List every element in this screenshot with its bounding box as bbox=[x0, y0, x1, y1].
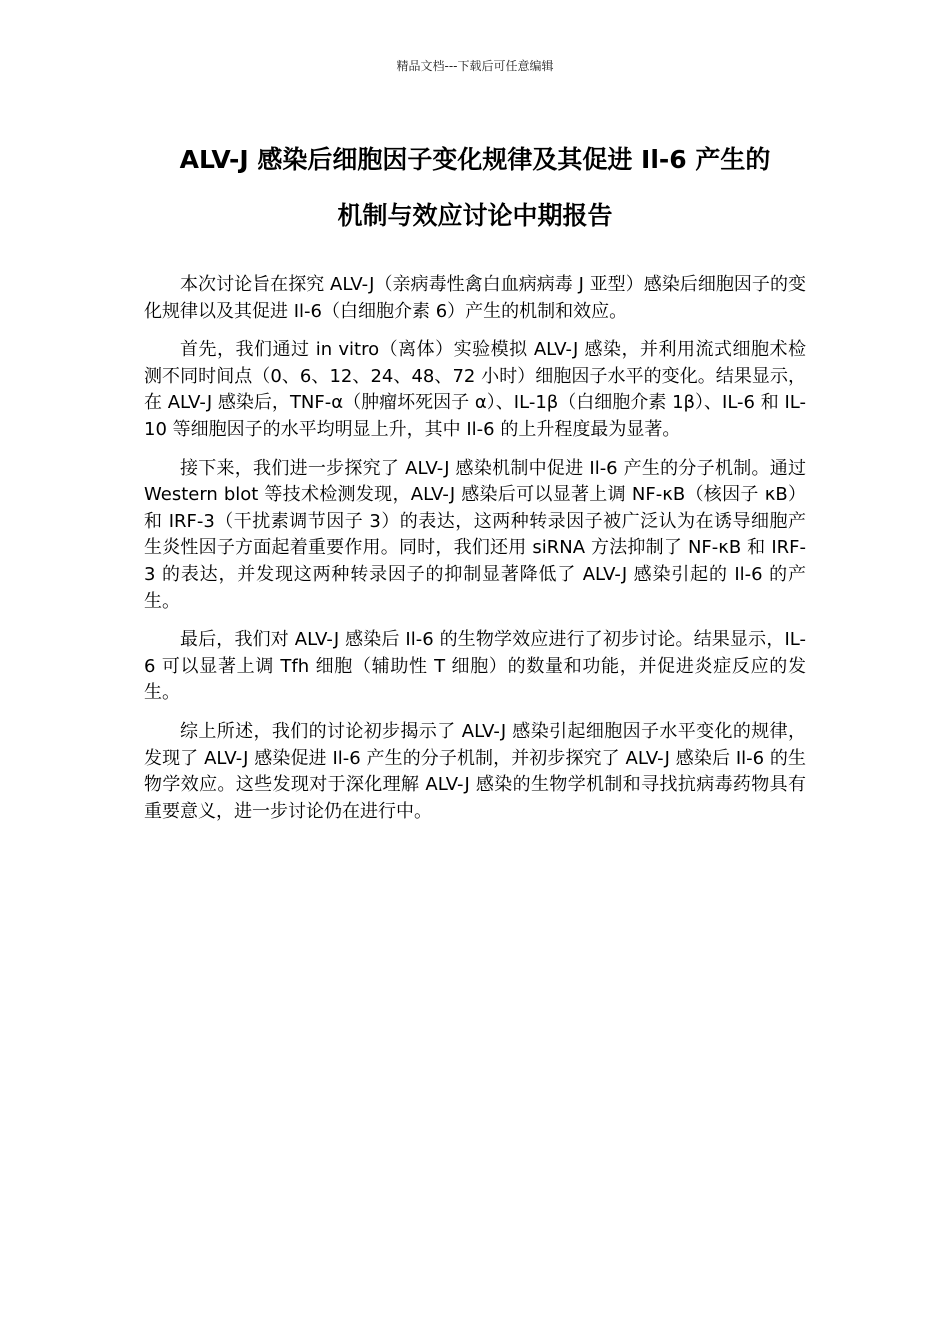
document-body bbox=[144, 272, 806, 837]
paragraph-mechanism: 接下来，我们进一步探究了 ALV-J 感染机制中促进 Il-6 产生的分子机制。通过 Western blot 等技术检测发现，ALV-J 感染后可以显著上调 NF-κB（核因子 κB）和 IRF-3（干扰素调节因子 3）的表达，这两种转录因子被广泛认为在诱导细胞产生炎性因子方面起着重要作用。同时，我们还用 siRNA 方法抑制了 NF-κB 和 IRF-3 的表达，并发现这两种转录因子的抑制显著降低了 ALV-J 感染引起的 Il-6 的产生。 bbox=[144, 457, 806, 612]
paragraph-effects: 最后，我们对 ALV-J 感染后 Il-6 的生物学效应进行了初步讨论。结果显示，IL-6 可以显著上调 Tfh 细胞（辅助性 T 细胞）的数量和功能，并促进炎症反应的发生。 bbox=[144, 629, 806, 704]
title-line-2: 机制与效应讨论中期报告 bbox=[337, 201, 613, 230]
paragraph-conclusion: 综上所述，我们的讨论初步揭示了 ALV-J 感染引起细胞因子水平变化的规律，发现了 ALV-J 感染促进 Il-6 产生的分子机制，并初步探究了 ALV-J 感染后 Il-6 的生物学效应。这些发现对于深化理解 ALV-J 感染的生物学机制和寻找抗病毒药物具有重要意义，进一步讨论仍在进行中。 bbox=[144, 720, 806, 822]
header-note: 精品文档---下载后可任意编辑 bbox=[396, 59, 554, 73]
title-line-1: ALV-J 感染后细胞因子变化规律及其促进 Il-6 产生的 bbox=[179, 145, 771, 174]
paragraph-intro: 本次讨论旨在探究 ALV-J（亲病毒性禽白血病病毒 J 亚型）感染后细胞因子的变化规律以及其促进 Il-6（白细胞介素 6）产生的机制和效应。 bbox=[144, 274, 806, 322]
document-title bbox=[130, 132, 820, 244]
paragraph-methods: 首先，我们通过 in vitro（离体）实验模拟 ALV-J 感染，并利用流式细胞术检测不同时间点（0、6、12、24、48、72 小时）细胞因子水平的变化。结果显示，在 ALV-J 感染后，TNF-α（肿瘤坏死因子 α）、IL-1β（白细胞介素 1β）、IL-6 和 IL-10 等细胞因子的水平均明显上升，其中 Il-6 的上升程度最为显著。 bbox=[144, 339, 806, 440]
